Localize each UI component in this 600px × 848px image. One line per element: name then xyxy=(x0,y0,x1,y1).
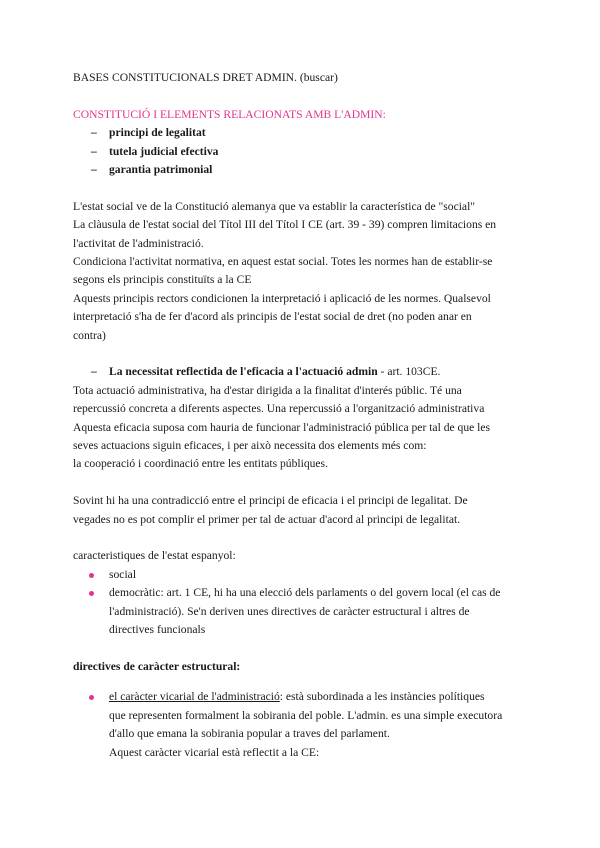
text-line: segons els principis constituïts a la CE xyxy=(73,273,252,287)
principles-list xyxy=(73,124,540,179)
section-heading-constitucio: CONSTITUCIÓ I ELEMENTS RELACIONATS AMB L'ADMIN: xyxy=(73,107,386,121)
text-line: Aquests principis rectors condicionen la interpretació i aplicació de les normes. Qualsevol xyxy=(73,291,491,305)
text-line: seves actuacions siguin eficaces, i per això necessita dos elements més com: xyxy=(73,439,427,453)
list-item xyxy=(73,566,540,584)
spacer xyxy=(73,676,540,688)
eficacia-item xyxy=(73,363,540,381)
text-line: Aquest caràcter vicarial està reflectit a la CE: xyxy=(109,745,320,759)
text-line: L'estat social ve de la Constitució alemanya que va establir la característica de "social" xyxy=(73,199,476,213)
spacer xyxy=(73,474,540,492)
text-line: que representen formalment la sobirania del poble. L'admin. es una simple executora xyxy=(109,708,503,722)
document-title: BASES CONSTITUCIONALS DRET ADMIN. (buscar) xyxy=(73,71,338,84)
text-line: d'allo que emana la sobirania popular a traves del parlament. xyxy=(109,727,390,741)
paragraph-estat-social xyxy=(73,198,540,345)
eficacia-bold: La necessitat reflectida de l'eficacia a l'actuació admin xyxy=(109,365,378,379)
text-line: directives funcionals xyxy=(109,623,206,637)
list-item xyxy=(73,584,540,639)
bullet-icon xyxy=(89,573,94,578)
text-line: contra) xyxy=(73,328,106,342)
vicarial-rest: : està subordinada a les instàncies polítiques xyxy=(279,690,485,704)
text-line: l'administració). Se'n deriven unes directives de caràcter estructural i altres de xyxy=(109,604,470,618)
list-item: – principi de legalitat xyxy=(73,124,540,142)
paragraph-eficacia xyxy=(73,382,540,474)
directives-list xyxy=(73,688,540,762)
bullet-icon xyxy=(89,695,94,700)
eficacia-rest: - art. 103CE. xyxy=(377,365,441,379)
bullet-icon xyxy=(89,591,94,596)
text-line xyxy=(109,688,540,706)
spacer xyxy=(73,179,540,197)
caracteristiques-heading: caracteristiques de l'estat espanyol: xyxy=(73,549,236,563)
spacer xyxy=(73,529,540,547)
directives-heading xyxy=(73,658,540,676)
list-item: – garantia patrimonial xyxy=(73,161,540,179)
text-line: la cooperació i coordinació entre les entitats públiques. xyxy=(73,457,328,471)
list-item-text: social xyxy=(109,567,137,581)
text-line: vegades no es pot complir el primer per tal de actuar d'acord al principi de legalitat. xyxy=(73,512,461,526)
text-line: democràtic: art. 1 CE, hi ha una elecció dels parlaments o del govern local (el cas de xyxy=(109,586,501,600)
spacer xyxy=(73,87,540,105)
paragraph-contradiccio xyxy=(73,492,540,529)
text-line: La clàusula de l'estat social del Títol III del Títol I CE (art. 39 - 39) compren limitacions en xyxy=(73,218,497,232)
text-line: l'activitat de l'administració. xyxy=(73,236,204,250)
text-line: interpretació s'ha de fer d'acord als principis de l'estat social de dret (no poden anar en xyxy=(73,310,472,324)
directives-heading-text: directives de caràcter estructural: xyxy=(73,659,241,673)
vicarial-underline: el caràcter vicarial de l'administració xyxy=(109,690,280,704)
text-line: Sovint hi ha una contradicció entre el principi de eficacia i el principi de legalitat. De xyxy=(73,494,468,508)
list-item: – tutela judicial efectiva xyxy=(73,143,540,161)
text-line: Condiciona l'activitat normativa, en aquest estat social. Totes les normes han de establir-se xyxy=(73,255,493,269)
caracteristiques-list xyxy=(73,566,540,640)
text-line: Tota actuació administrativa, ha d'estar dirigida a la finalitat d'interés públic. Té una xyxy=(73,383,462,397)
list-item xyxy=(73,688,540,762)
text-line: repercussió concreta a diferents aspectes. Una repercussió a l'organització administrativa xyxy=(73,402,485,416)
text-line: Aquesta eficacia suposa com hauria de funcionar l'administració pública per tal de que les xyxy=(73,420,491,434)
spacer xyxy=(73,345,540,363)
spacer xyxy=(73,640,540,658)
